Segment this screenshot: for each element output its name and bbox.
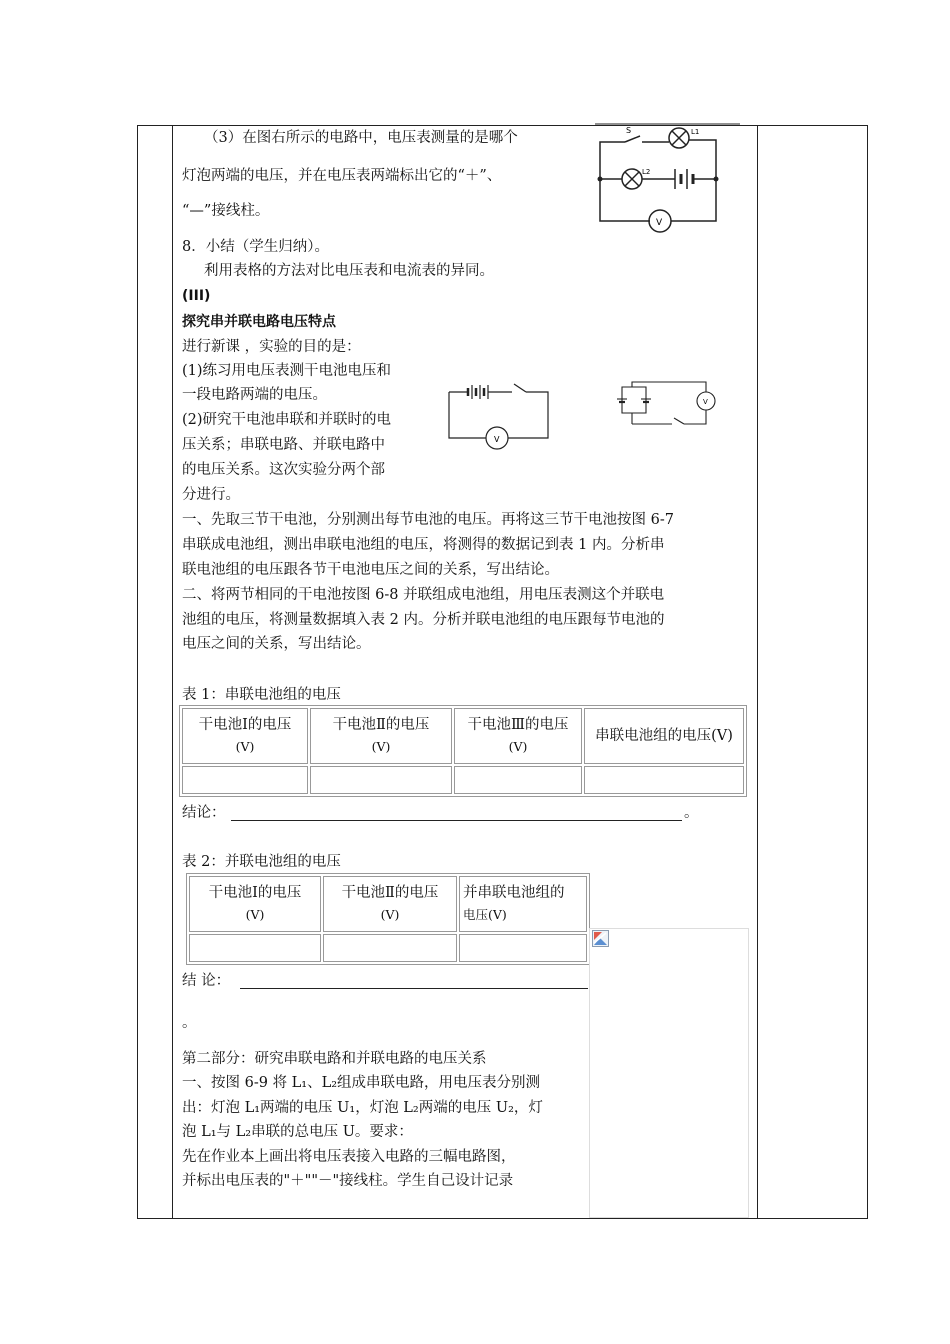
circuit-diagram-2	[446, 380, 551, 445]
table1-empty-cell[interactable]	[584, 766, 744, 794]
part-two-line3: 泡 L₁与 L₂串联的总电压 U。要求：	[182, 1124, 413, 1140]
table2	[186, 873, 590, 965]
part-one-p1-line3: 联电池组的电压跟各节干电池电压之间的关系，写出结论。	[182, 562, 559, 578]
table2-header-cell: 干电池Ⅱ的电压 (V)	[323, 876, 457, 932]
table1-header-cell: 干电池Ⅰ的电压 (V)	[182, 708, 308, 764]
table1-conclusion-label: 结论：	[182, 805, 226, 821]
broken-image-icon	[592, 930, 609, 947]
table1-header-row	[182, 708, 744, 764]
table2-conclusion-label: 结 论：	[182, 973, 231, 989]
right-column-divider	[757, 125, 758, 1219]
q3-line1: （3）在图右所示的电路中，电压表测量的是哪个	[204, 130, 518, 146]
table1-data-row	[182, 766, 744, 794]
table1-header-cell: 干电池Ⅱ的电压 (V)	[310, 708, 452, 764]
table1-header-cell: 干电池Ⅲ的电压 (V)	[454, 708, 582, 764]
table2-empty-cell[interactable]	[189, 934, 321, 962]
part-one-p2-line2: 池组的电压，将测量数据填入表 2 内。分析并联电池组的电压跟每节电池的	[182, 612, 665, 628]
table1-empty-cell[interactable]	[454, 766, 582, 794]
switch-label: S	[626, 126, 632, 135]
q3-line2: 灯泡两端的电压，并在电压表两端标出它的“＋”、	[182, 168, 502, 184]
table1-header-cell: 串联电池组的电压(V)	[584, 708, 744, 764]
table1-empty-cell[interactable]	[182, 766, 308, 794]
voltmeter-label-2: V	[494, 435, 500, 444]
table2-conclusion-end: 。	[182, 1015, 197, 1031]
table2-data-row	[189, 934, 587, 962]
table1	[179, 705, 747, 797]
part-two-line4: 先在作业本上画出将电压表接入电路的三幅电路图，	[182, 1149, 516, 1165]
table1-caption: 表 1：串联电池组的电压	[182, 687, 341, 703]
part-one-p2-line1: 二、将两节相同的干电池按图 6-8 并联组成电池组，用电压表测这个并联电	[182, 587, 665, 603]
table2-empty-cell[interactable]	[459, 934, 587, 962]
summary-heading: 8．小结（学生归纳）。	[182, 239, 329, 255]
part-two-heading: 第二部分：研究串联电路和并联电路的电压关系	[182, 1051, 487, 1067]
section-title: 探究串并联电路电压特点	[182, 314, 336, 330]
voltmeter-label: V	[656, 218, 663, 228]
table2-empty-cell[interactable]	[323, 934, 457, 962]
part-two-line2: 出：灯泡 L₁两端的电压 U₁，灯泡 L₂两端的电压 U₂，灯	[182, 1100, 543, 1116]
part-one-p1-line2: 串联成电池组，测出串联电池组的电压，将测得的数据记到表 1 内。分析串	[182, 537, 665, 553]
q3-line3: “—”接线柱。	[182, 203, 270, 219]
aim1-line1: (1)练习用电压表测干电池电压和	[182, 363, 392, 379]
aim1-line2: 一段电路两端的电压。	[182, 387, 327, 403]
table1-conclusion-blank[interactable]	[231, 820, 682, 821]
aim2-line3: 的电压关系。这次实验分两个部	[182, 462, 385, 478]
left-column-divider	[172, 125, 173, 1219]
lamp1-label: L1	[691, 128, 700, 136]
table2-caption: 表 2：并联电池组的电压	[182, 854, 341, 870]
part-one-p1-line1: 一、先取三节干电池，分别测出每节电池的电压。再将这三节干电池按图 6-7	[182, 512, 674, 528]
circuit-diagram-3	[612, 378, 724, 430]
lamp2-label: L2	[642, 168, 651, 176]
table2-header-cell: 干电池Ⅰ的电压 (V)	[189, 876, 321, 932]
aim2-line1: (2)研究干电池串联和并联时的电	[182, 412, 392, 428]
image-placeholder	[589, 928, 749, 1218]
table1-conclusion-end: 。	[684, 805, 699, 821]
voltmeter-label-3: V	[703, 398, 708, 406]
part-two-line1: 一、按图 6-9 将 L₁、L₂组成串联电路，用电压表分别测	[182, 1075, 541, 1091]
section-label: (III)	[182, 288, 211, 304]
table2-header-cell: 并串联电池组的 电压(V)	[459, 876, 587, 932]
summary-body: 利用表格的方法对比电压表和电流表的异同。	[204, 263, 494, 279]
aim2-line4: 分进行。	[182, 487, 240, 503]
table1-empty-cell[interactable]	[310, 766, 452, 794]
table2-conclusion-blank[interactable]	[240, 988, 588, 989]
section-intro: 进行新课 ，实验的目的是：	[182, 339, 361, 355]
circuit-diagram-1	[595, 123, 745, 235]
table2-header-row	[189, 876, 587, 932]
aim2-line2: 压关系；串联电路、并联电路中	[182, 437, 385, 453]
part-one-p2-line3: 电压之间的关系，写出结论。	[182, 636, 371, 652]
part-two-line5: 并标出电压表的"＋""－"接线柱。学生自己设计记录	[182, 1173, 514, 1189]
